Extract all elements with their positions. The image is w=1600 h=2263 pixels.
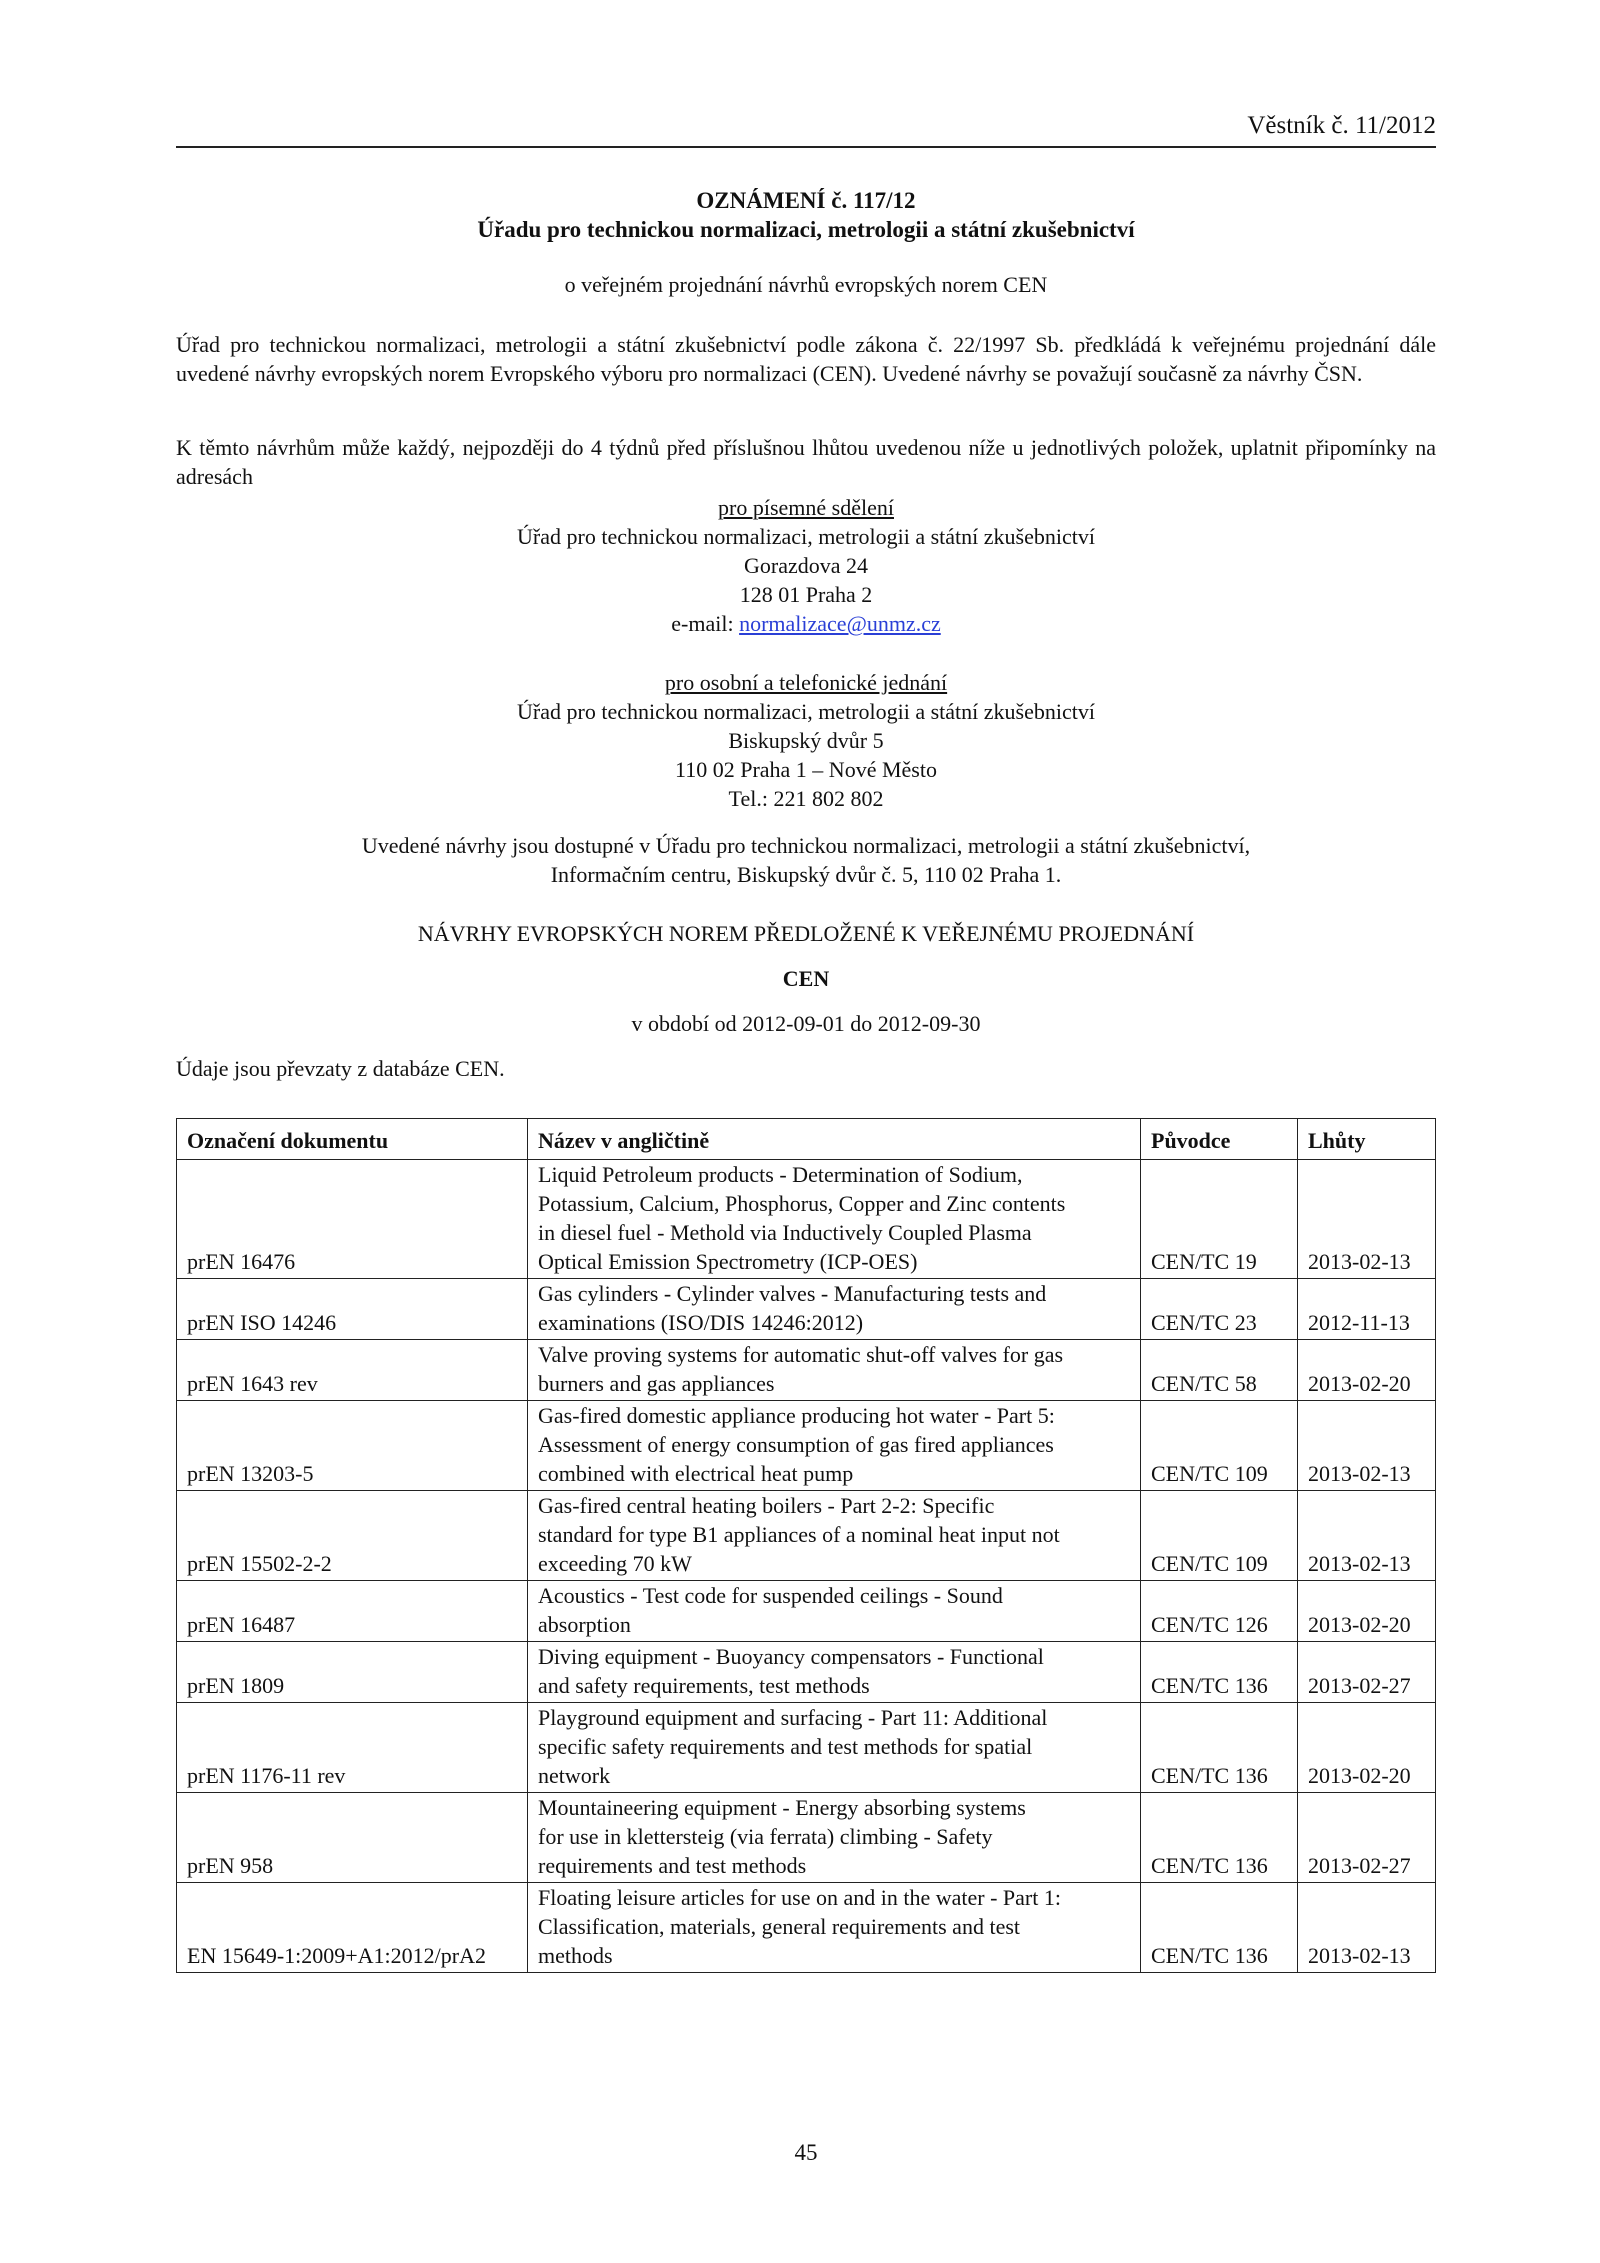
- deadline-cell: 2013-02-20: [1298, 1703, 1436, 1793]
- table-row: [177, 1160, 1436, 1279]
- personal-contact-block: [176, 668, 1436, 813]
- title-line: network: [538, 1763, 611, 1788]
- title-cell: [528, 1401, 1141, 1491]
- written-contact-street: Gorazdova 24: [743, 553, 868, 578]
- title-line: Liquid Petroleum products - Determination of Sodium,: [538, 1162, 1023, 1187]
- intro-paragraph: Úřad pro technickou normalizaci, metrologii a státní zkušebnictví podle zákona č. 22/1997 Sb. předkládá k veřejnému projednání dále uvedené návrhy evropských norem Evropského výboru pro normalizaci (CEN). Uvedené návrhy se považují současně za návrhy ČSN.: [176, 332, 1436, 386]
- origin-cell: CEN/TC 19: [1141, 1160, 1298, 1279]
- origin-cell: CEN/TC 126: [1141, 1581, 1298, 1642]
- document-id-cell: prEN 1809: [177, 1642, 528, 1703]
- announcement-number: OZNÁMENÍ č. 117/12: [696, 188, 916, 213]
- title-line: for use in klettersteig (via ferrata) climbing - Safety: [538, 1824, 993, 1849]
- availability-note: [176, 831, 1436, 889]
- availability-line-1: Uvedené návrhy jsou dostupné v Úřadu pro technickou normalizaci, metrologii a státní zkušebnictví,: [361, 833, 1251, 858]
- document-id-cell: prEN 1643 rev: [177, 1340, 528, 1401]
- announcement-title: [176, 186, 1436, 244]
- title-cell: [528, 1703, 1141, 1793]
- origin-cell: CEN/TC 109: [1141, 1401, 1298, 1491]
- origin-cell: CEN/TC 23: [1141, 1279, 1298, 1340]
- title-cell: [528, 1642, 1141, 1703]
- title-line: Potassium, Calcium, Phosphorus, Copper and Zinc contents: [538, 1191, 1066, 1216]
- title-cell: [528, 1340, 1141, 1401]
- comments-paragraph: K těmto návrhům může každý, nejpozději do 4 týdnů před příslušnou lhůtou uvedenou níže u jednotlivých položek, uplatnit připomínky na adresách: [176, 435, 1436, 489]
- title-cell: [528, 1279, 1141, 1340]
- personal-contact-street: Biskupský dvůr 5: [728, 728, 884, 753]
- written-contact-city: 128 01 Praha 2: [739, 582, 873, 607]
- journal-header: Věstník č. 11/2012: [1247, 112, 1436, 139]
- title-line: absorption: [538, 1612, 631, 1637]
- origin-cell: CEN/TC 58: [1141, 1340, 1298, 1401]
- title-line: exceeding 70 kW: [538, 1551, 692, 1576]
- document-id-cell: prEN ISO 14246: [177, 1279, 528, 1340]
- title-line: Playground equipment and surfacing - Part 11: Additional: [538, 1705, 1048, 1730]
- title-cell: [528, 1581, 1141, 1642]
- deadline-cell: 2013-02-13: [1298, 1491, 1436, 1581]
- written-contact-block: [176, 493, 1436, 638]
- title-line: Gas-fired central heating boilers - Part 2-2: Specific: [538, 1493, 995, 1518]
- table-body: [177, 1160, 1436, 1973]
- table-row: [177, 1883, 1436, 1973]
- deadline-cell: 2012-11-13: [1298, 1279, 1436, 1340]
- title-line: and safety requirements, test methods: [538, 1673, 870, 1698]
- title-cell: [528, 1491, 1141, 1581]
- origin-cell: CEN/TC 136: [1141, 1883, 1298, 1973]
- origin-cell: CEN/TC 136: [1141, 1703, 1298, 1793]
- title-line: in diesel fuel - Methold via Inductively Coupled Plasma: [538, 1220, 1032, 1245]
- document-id-cell: EN 15649-1:2009+A1:2012/prA2: [177, 1883, 528, 1973]
- data-source-note: Údaje jsou převzaty z databáze CEN.: [176, 1056, 505, 1081]
- announcement-issuer: Úřadu pro technickou normalizaci, metrologii a státní zkušebnictví: [477, 217, 1135, 242]
- origin-cell: CEN/TC 109: [1141, 1491, 1298, 1581]
- title-line: combined with electrical heat pump: [538, 1461, 854, 1486]
- document-id-cell: prEN 1176-11 rev: [177, 1703, 528, 1793]
- title-line: burners and gas appliances: [538, 1371, 775, 1396]
- header-document: Označení dokumentu: [177, 1119, 528, 1160]
- title-line: Floating leisure articles for use on and in the water - Part 1:: [538, 1885, 1061, 1910]
- email-label: e-mail:: [671, 611, 740, 636]
- written-contact-org: Úřad pro technickou normalizaci, metrologii a státní zkušebnictví: [517, 524, 1095, 549]
- section-period: v období od 2012-09-01 do 2012-09-30: [631, 1011, 981, 1036]
- title-line: Valve proving systems for automatic shut-off valves for gas: [538, 1342, 1064, 1367]
- table-row: [177, 1581, 1436, 1642]
- email-link[interactable]: normalizace@unmz.cz: [739, 611, 941, 636]
- announcement-subtitle: o veřejném projednání návrhů evropských norem CEN: [564, 272, 1048, 297]
- title-line: methods: [538, 1943, 613, 1968]
- table-row: [177, 1642, 1436, 1703]
- title-line: Classification, materials, general requirements and test: [538, 1914, 1021, 1939]
- title-line: Gas-fired domestic appliance producing hot water - Part 5:: [538, 1403, 1055, 1428]
- table-row: [177, 1793, 1436, 1883]
- personal-contact-heading: pro osobní a telefonické jednání: [664, 670, 948, 695]
- document-id-cell: prEN 958: [177, 1793, 528, 1883]
- section-org: CEN: [782, 966, 830, 991]
- document-id-cell: prEN 16487: [177, 1581, 528, 1642]
- origin-cell: CEN/TC 136: [1141, 1642, 1298, 1703]
- title-line: requirements and test methods: [538, 1853, 807, 1878]
- deadline-cell: 2013-02-20: [1298, 1340, 1436, 1401]
- title-cell: [528, 1883, 1141, 1973]
- title-cell: [528, 1160, 1141, 1279]
- title-line: Assessment of energy consumption of gas fired appliances: [538, 1432, 1054, 1457]
- document-id-cell: prEN 16476: [177, 1160, 528, 1279]
- table-row: [177, 1340, 1436, 1401]
- deadline-cell: 2013-02-13: [1298, 1401, 1436, 1491]
- title-cell: [528, 1793, 1141, 1883]
- title-line: Mountaineering equipment - Energy absorbing systems: [538, 1795, 1026, 1820]
- deadline-cell: 2013-02-27: [1298, 1793, 1436, 1883]
- title-line: standard for type B1 appliances of a nominal heat input not: [538, 1522, 1060, 1547]
- personal-contact-city: 110 02 Praha 1 – Nové Město: [675, 757, 937, 782]
- title-line: examinations (ISO/DIS 14246:2012): [538, 1310, 864, 1335]
- origin-cell: CEN/TC 136: [1141, 1793, 1298, 1883]
- personal-contact-phone: Tel.: 221 802 802: [728, 786, 884, 811]
- page-number: 45: [794, 2140, 818, 2165]
- table-header-row: [177, 1119, 1436, 1160]
- title-line: Acoustics - Test code for suspended ceilings - Sound: [538, 1583, 1003, 1608]
- written-contact-heading: pro písemné sdělení: [718, 495, 894, 520]
- deadline-cell: 2013-02-13: [1298, 1160, 1436, 1279]
- header-deadline: Lhůty: [1298, 1119, 1436, 1160]
- deadline-cell: 2013-02-13: [1298, 1883, 1436, 1973]
- table-row: [177, 1401, 1436, 1491]
- deadline-cell: 2013-02-27: [1298, 1642, 1436, 1703]
- table-row: [177, 1703, 1436, 1793]
- personal-contact-org: Úřad pro technickou normalizaci, metrologii a státní zkušebnictví: [517, 699, 1095, 724]
- document-id-cell: prEN 13203-5: [177, 1401, 528, 1491]
- title-line: Gas cylinders - Cylinder valves - Manufacturing tests and: [538, 1281, 1047, 1306]
- header-title: Název v angličtině: [528, 1119, 1141, 1160]
- header-origin: Původce: [1141, 1119, 1298, 1160]
- document-id-cell: prEN 15502-2-2: [177, 1491, 528, 1581]
- table-row: [177, 1279, 1436, 1340]
- standards-table: [176, 1118, 1436, 1973]
- table-row: [177, 1491, 1436, 1581]
- availability-line-2: Informačním centru, Biskupský dvůr č. 5, 110 02 Praha 1.: [550, 862, 1062, 887]
- title-line: specific safety requirements and test methods for spatial: [538, 1734, 1033, 1759]
- title-line: Diving equipment - Buoyancy compensators - Functional: [538, 1644, 1044, 1669]
- title-line: Optical Emission Spectrometry (ICP-OES): [538, 1249, 918, 1274]
- deadline-cell: 2013-02-20: [1298, 1581, 1436, 1642]
- section-heading: NÁVRHY EVROPSKÝCH NOREM PŘEDLOŽENÉ K VEŘEJNÉMU PROJEDNÁNÍ: [417, 921, 1195, 946]
- header-rule: [176, 146, 1436, 148]
